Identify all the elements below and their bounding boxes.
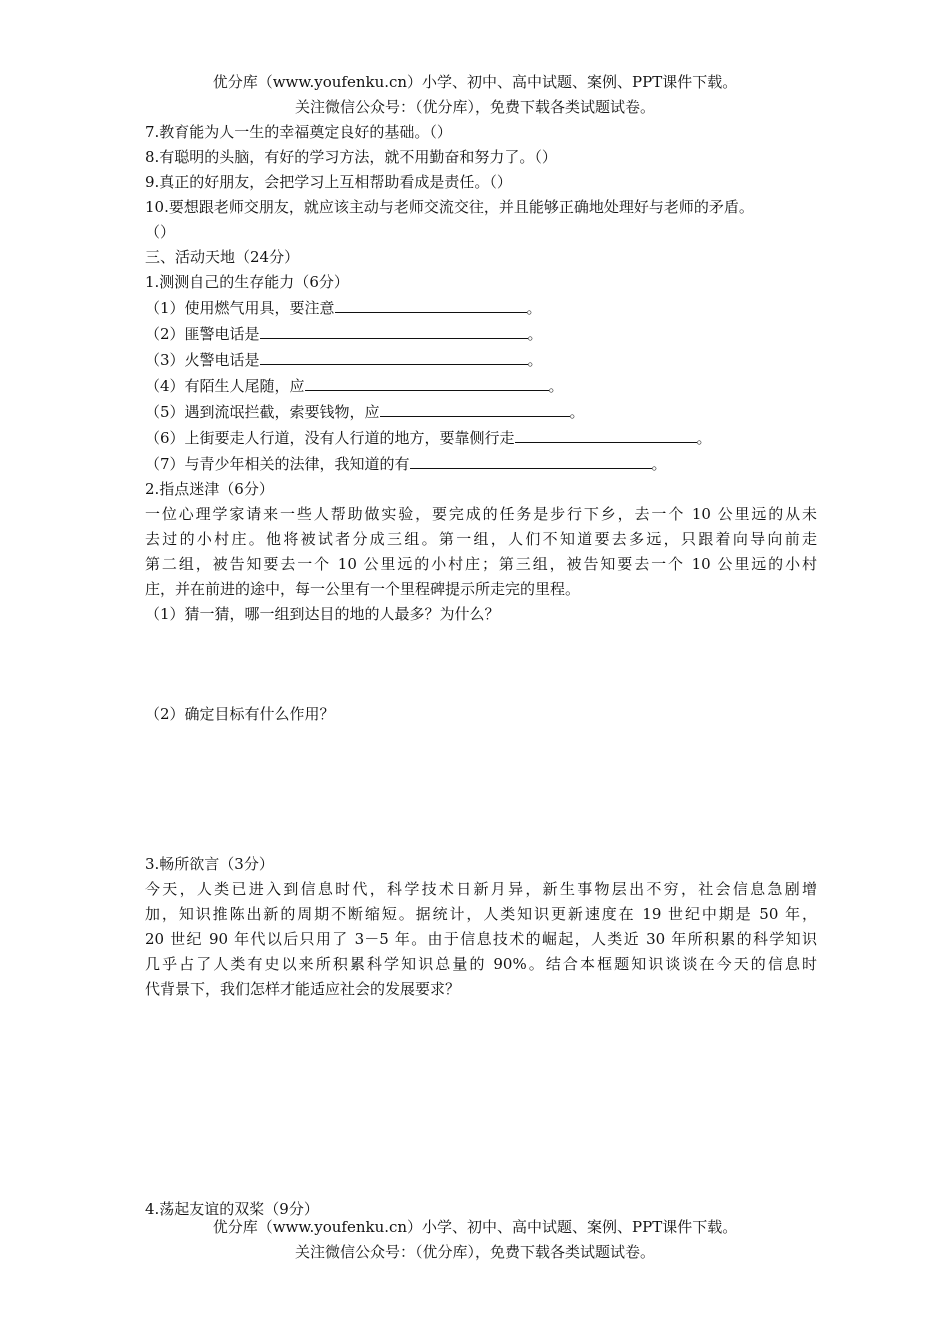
q3-paragraph-line: 代背景下，我们怎样才能适应社会的发展要求？	[145, 980, 461, 998]
judgement-item-10-bracket: （）	[145, 223, 176, 241]
q2-paragraph-line: 一位心理学家请来一些人帮助做实验，要完成的任务是步行下乡，去一个 10 公里远的从未	[145, 505, 817, 523]
q2-sub-question-2: （2）确定目标有什么作用？	[145, 705, 335, 723]
q3-paragraph-line: 20 世纪 90 年代以后只用了 3－5 年。由于信息技术的崛起，人类近 30 年所积累的科学知识	[145, 930, 817, 948]
answer-space[interactable]	[145, 627, 817, 702]
q2-sub-question-1: （1）猜一猜，哪一组到达目的地的人最多？为什么？	[145, 605, 500, 623]
judgement-item-9: 9.真正的好朋友，会把学习上互相帮助看成是责任。（）	[145, 173, 512, 191]
q3-paragraph-line: 加，知识推陈出新的周期不断缩短。据统计，人类知识更新速度在 19 世纪中期是 50 年，	[145, 905, 817, 923]
q2-title: 2.指点迷津（6分）	[145, 480, 274, 498]
footer-line-1: 优分库（www.youfenku.cn）小学、初中、高中试题、案例、PPT课件下载。	[212, 1218, 738, 1236]
judgement-item-7: 7.教育能为人一生的幸福奠定良好的基础。（）	[145, 123, 452, 141]
footer-line-2: 关注微信公众号：（优分库），免费下载各类试题试卷。	[294, 1243, 655, 1261]
section-3-title: 三、活动天地（24分）	[145, 248, 300, 266]
q1-item-1: （1）使用燃气用具，要注意 。	[145, 295, 817, 321]
page-footer	[0, 1215, 950, 1265]
q1-item-7: （7）与青少年相关的法律，我知道的有 。	[145, 451, 817, 477]
header-line-1: 优分库（www.youfenku.cn）小学、初中、高中试题、案例、PPT课件下载。	[212, 73, 738, 91]
q1-item-4: （4）有陌生人尾随，应 。	[145, 373, 817, 399]
header-line-2: 关注微信公众号：（优分库），免费下载各类试题试卷。	[294, 98, 655, 116]
q2-paragraph-line: 庄，并在前进的途中，每一公里有一个里程碑提示所走完的里程。	[145, 580, 581, 598]
q3-title: 3.畅所欲言（3分）	[145, 855, 274, 873]
answer-blank[interactable]	[305, 373, 549, 391]
q3-paragraph-line: 今天，人类已进入到信息时代，科学技术日新月异，新生事物层出不穷，社会信息急剧增	[145, 880, 817, 898]
q1-item-2: （2）匪警电话是 。	[145, 321, 817, 347]
q1-item-5: （5）遇到流氓拦截，索要钱物，应 。	[145, 399, 817, 425]
answer-blank[interactable]	[335, 295, 527, 313]
q1-item-3: （3）火警电话是 。	[145, 347, 817, 373]
q2-paragraph-line: 第二组，被告知要去一个 10 公里远的小村庄；第三组，被告知要去一个 10 公里远的小村	[145, 555, 817, 573]
q1-item-6: （6）上街要走人行道，没有人行道的地方，要靠侧行走 。	[145, 425, 817, 451]
q4-title: 4.荡起友谊的双桨（9分）	[145, 1200, 319, 1218]
document-body	[145, 120, 817, 1222]
judgement-item-10: 10.要想跟老师交朋友，就应该主动与老师交流交往，并且能够正确地处理好与老师的矛盾。	[145, 198, 754, 216]
answer-blank[interactable]	[260, 347, 528, 365]
page-header	[0, 70, 950, 120]
answer-blank[interactable]	[410, 451, 652, 469]
q1-title: 1.测测自己的生存能力（6分）	[145, 273, 349, 291]
answer-blank[interactable]	[380, 399, 570, 417]
answer-space[interactable]	[145, 727, 817, 852]
q3-paragraph-line: 几乎占了人类有史以来所积累科学知识总量的 90%。结合本框题知识谈谈在今天的信息时	[145, 955, 817, 973]
q2-paragraph-line: 去过的小村庄。他将被试者分成三组。第一组，人们不知道要去多远，只跟着向导向前走	[145, 530, 817, 548]
answer-space[interactable]	[145, 1002, 817, 1197]
judgement-item-8: 8.有聪明的头脑，有好的学习方法，就不用勤奋和努力了。（）	[145, 148, 557, 166]
answer-blank[interactable]	[260, 321, 528, 339]
answer-blank[interactable]	[515, 425, 697, 443]
